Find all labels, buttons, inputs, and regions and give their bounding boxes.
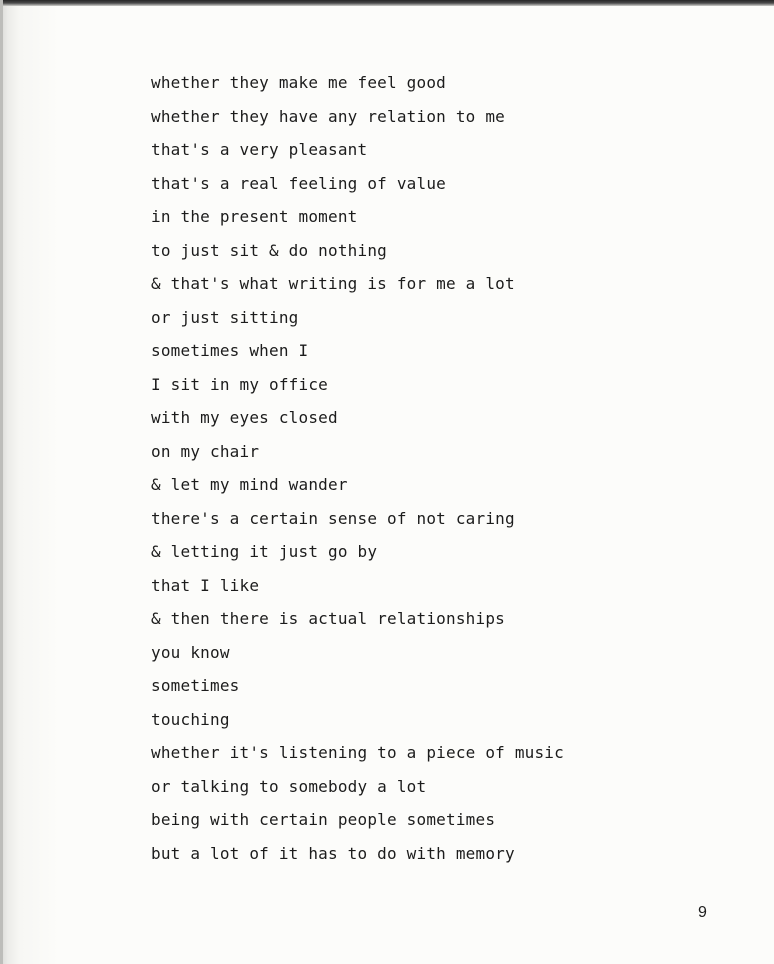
poem-line: or talking to somebody a lot bbox=[151, 776, 427, 796]
poem-line: to just sit & do nothing bbox=[151, 240, 387, 260]
poem-line: I sit in my office bbox=[151, 374, 328, 394]
poem-line: but a lot of it has to do with memory bbox=[151, 843, 515, 863]
poem-line: whether they have any relation to me bbox=[151, 106, 505, 126]
poem-line: with my eyes closed bbox=[151, 408, 338, 427]
poem-line: that's a very pleasant bbox=[151, 140, 368, 159]
page-number: 9 bbox=[698, 904, 707, 921]
page-binding-edge bbox=[0, 0, 3, 964]
poem-line: sometimes bbox=[151, 676, 240, 695]
poem-line: touching bbox=[151, 709, 230, 729]
poem-line: & then there is actual relationships bbox=[151, 609, 505, 628]
poem-line: being with certain people sometimes bbox=[151, 810, 496, 829]
poem-line: or just sitting bbox=[151, 307, 299, 327]
poem-line: & letting it just go by bbox=[151, 542, 378, 561]
poem-line: that's a real feeling of value bbox=[151, 173, 446, 193]
poem-line: in the present moment bbox=[151, 207, 358, 226]
poem-line: & that's what writing is for me a lot bbox=[151, 274, 515, 293]
poem-line: & let my mind wander bbox=[151, 475, 348, 494]
poem-line: sometimes when I bbox=[151, 341, 309, 360]
poem-line: there's a certain sense of not caring bbox=[151, 508, 515, 528]
poem-line: you know bbox=[151, 642, 230, 662]
page-top-edge bbox=[0, 0, 774, 6]
poem-line: on my chair bbox=[151, 441, 260, 461]
poem-line: that I like bbox=[151, 575, 260, 595]
poem-line: whether it's listening to a piece of music bbox=[151, 743, 564, 762]
poem-line: whether they make me feel good bbox=[151, 73, 446, 92]
poem-text bbox=[151, 72, 564, 876]
